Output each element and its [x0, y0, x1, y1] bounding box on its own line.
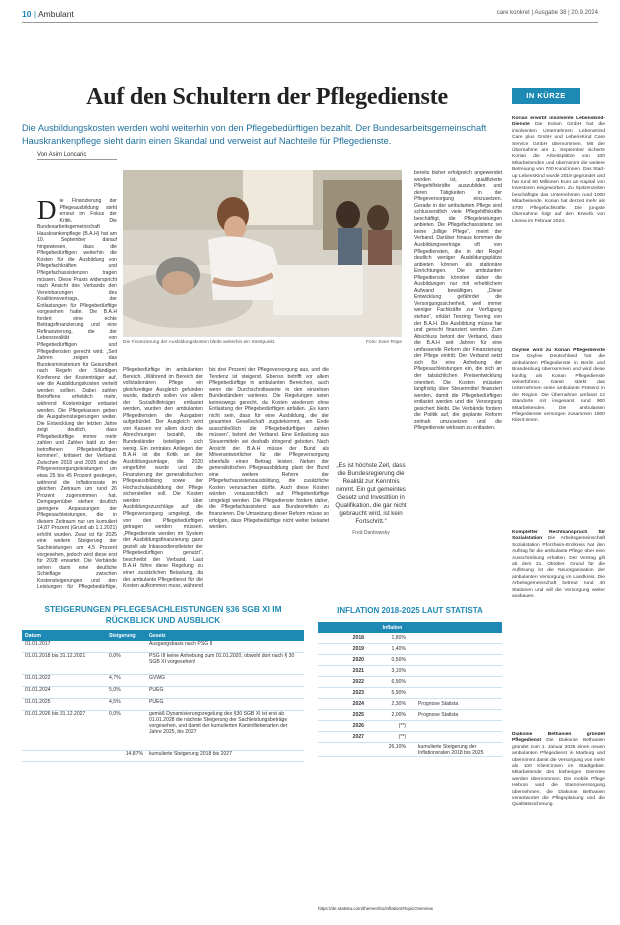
- issue-info: care konkret | Ausgabe 38 | 20.9.2024: [496, 10, 598, 16]
- page-number: 10: [22, 9, 32, 19]
- table2-cell: 2020: [318, 655, 370, 666]
- table2-source: https://de.statista.com/themen/51/inflation/#topicOverview: [318, 906, 434, 911]
- table2-cell: (**): [370, 721, 415, 732]
- quote-author: Fred Danbowsky: [352, 530, 390, 536]
- table1-cell: 4,7%: [106, 674, 146, 686]
- table2-cell: 26,10%: [370, 743, 415, 757]
- table1-header-row: [22, 630, 304, 641]
- table1: [22, 630, 304, 762]
- table2-row: [318, 743, 502, 757]
- table2-cell: 2021: [318, 666, 370, 677]
- sidebar-item: [512, 530, 605, 650]
- table1-header: Steigerung: [106, 630, 146, 641]
- table1-row: [22, 674, 304, 686]
- table1-row: [22, 698, 304, 710]
- table1-row: [22, 686, 304, 698]
- sidebar-item: [512, 348, 605, 498]
- table1-cell: 14,87%: [106, 750, 146, 761]
- table1-cell: PSG III keine Anhebung zum 01.01.2020, obwohl dort nach § 30 SGB XI vorgesehen!: [146, 652, 304, 674]
- table2-row: [318, 699, 502, 710]
- table2: [318, 622, 502, 757]
- article-column-2: Pflegebedürftige im ambulanten Bereich. „Während im Bereich der vollstationären Pflege ein gleichzeitiger Ausgleich gefunden wurde, dadurch sollen vor allem der Sozialhilfeträger entlastet werden, wurden den ambulanten Pflegediensten die Ausgaben aufgebürdet. Der Ausgleich wird von Kassen vor allem durch die Abrechnungen bezahlt, die Bundesländer beteiligen sich wenig. Ein zentrales Anliegen der B.A.H ist die Kritik an der Ausbildungsumlage, die 2020 eingeführt wurde und die Finanzierung der generalistischen Pflegeausbildung sowie der Hochschulausbildung der Pflege sicherstellen soll. Die Kosten werden über Ausbildungszuschläge auf die Pflegeversorgung umgelegt, die von den Pflegebedürftigen getragen werden müssen. „Pflegedienste werden im System der Ausbildungsfinanzierung ganz gezielt als Inkassodienstleister der Pflegebedürftigen genutzt“, beschreibt der Verband. Laut B.A.H führe diese Regelung zu einer zusätzlichen Belastung, da der ambulante Pflegedienst für die Kosten aufkommen muss, während: [123, 367, 203, 590]
- sidebar-tag: IN KÜRZE: [512, 88, 580, 104]
- table1-cell: 01.01.2024: [22, 686, 106, 698]
- section-name: Ambulant: [37, 9, 74, 19]
- article-title: Auf den Schultern der Pflegedienste: [86, 84, 448, 110]
- table1-cell: 4,5%: [106, 698, 146, 710]
- article-lead: Die Ausbildungskosten werden wohl weiterhin von den Pflegebedürftigen bezahlt. Der Bundesarbeitsgemeinschaft Hauskrankenpflege sieht darin einen Skandal und verweist auf Nachteile für Pflegedienste.: [22, 123, 487, 147]
- table2-cell: (**): [370, 732, 415, 743]
- table2-row: [318, 644, 502, 655]
- sidebar: [512, 0, 605, 925]
- table2-cell: 2022: [318, 677, 370, 688]
- table2-header: [415, 622, 502, 633]
- table2-row: [318, 710, 502, 721]
- table1-header: Datum: [22, 630, 106, 641]
- table1-cell: Ausgangsbasis nach PSG II: [146, 641, 304, 652]
- table2-cell: 2023: [318, 688, 370, 699]
- article-column-1: [37, 198, 117, 590]
- table2-cell: 2,30%: [370, 699, 415, 710]
- sidebar-item-title: Diakonie Bethanien gründet Pflegedienst: [512, 732, 605, 744]
- table1-cell: kumulierte Steigerung 2018 bis 2027: [146, 750, 304, 761]
- table1-row: [22, 710, 304, 750]
- article-column-4: bereits bisher erfolgreich angewendet worden ist, qualifizierte Pflegehilfskräfte auszubilden und deren Tätigkeiten in der Pflegeversorgung einzusetzen. Gerade in der ambulanten Pflege sind schlussendlich viele Pflegehilfskräfte beschäftigt, die Pflegeleistungen anbieten. Die Pflegefachassistenz sei keine „billige Pflege“, meint der Verband. Darüber hinaus kommen die Ausbildungsverträge oft von Pflegediensten, die in der Regel deutlich weniger Ausbildungsplätze anbieten können als stationäre Einrichtungen. Die ambulanten Pflegedienste könnten daher die Ausbildungen nur mit erheblichem Aufwand bewältigen. „Diese Entwicklung gefährdet die Versorgungssicherheit, weil immer weniger Fachkräfte zur Verfügung stehen“, erklärt Tenzing Tsering von der B.A.H. Die Ausbildung müsse fair und gerecht finanziert werden. Zum Abschluss betont der Verband, dass die B.A.H seit Jahren für eine umfassende Reform der Finanzierung der Pflege eintritt. Der Verband setzt sich für eine Anhebung der Pflegesachleistungen ein, die sich an der tatsächlichen Preisentwicklung orientiert. Die Kosten müssten langfristig über Steuermittel finanziert werden, damit die Pflegebedürftigen entlastet werden und die Versorgung gesichert bleibt. Die Verbände fordern die Politik auf, die geplante Reform zeitnah umzusetzen und die Pflegedienste wirksam zu entlasten.: [414, 170, 502, 432]
- sidebar-item-title: Oxylise wird zu Korian Pflegedienste: [512, 348, 605, 353]
- table2-cell: 6,90%: [370, 677, 415, 688]
- table2-cell: 2027: [318, 732, 370, 743]
- article-photo: [123, 170, 402, 337]
- table2-cell: [415, 644, 502, 655]
- table2-row: [318, 666, 502, 677]
- table2-title: INFLATION 2018-2025 LAUT STATISTA: [337, 606, 483, 615]
- table2-row: [318, 688, 502, 699]
- table2-cell: [415, 688, 502, 699]
- table1-cell: [106, 641, 146, 652]
- table1-cell: 01.01.2026 bis 31.12.2027: [22, 710, 106, 750]
- table2-cell: kumulierte Steigerung der Inflationsraten 2018 bis 2025: [415, 743, 502, 757]
- table1-header: Gesetz: [146, 630, 304, 641]
- table2-cell: 2018: [318, 633, 370, 644]
- table2-cell: [415, 655, 502, 666]
- table2-cell: [415, 677, 502, 688]
- table2-cell: [318, 743, 370, 757]
- pull-quote: [335, 462, 407, 537]
- table2-cell: 2019: [318, 644, 370, 655]
- table2-cell: 1,40%: [370, 644, 415, 655]
- article-column-3: bis drei Prozent der Pflegeversorgung aus, und die Tendenz ist steigend. Ebenso betrifft vor allem Pflegebedürftige in ambulanten Bereichen, auch wenn die Durchschnittswerte in den einzelnen Bundesländern variieren. Die Regelungen seien keineswegs gerecht, da Kosten wiederum ohne Entlastung der Pflegebedürftigen anfallen. „Es kann nicht sein, dass für eine Ausbildung, die der gesamten Gesellschaft zugutekommt, am Ende ausschließlich die Pflegebedürftigen zahlen müssen“, betont der Verband. Eine Entlastung aus Steuermitteln sei deshalb dringend geboten. Nach Ansicht der B.A.H müsse der Bund als Mitverantwortlicher für die Pflegeversorgung ebenfalls einen Beitrag leisten. Neben der generalistischen Pflegeausbildung plant der Bund eine weitere Reform der Pflegefachassistenzausbildung, die zusätzliche Kosten verursachen dürfte. Auch diese Kosten würden voraussichtlich auf Pflegebedürftige umgelegt werden. Die Pflegedienste fordern daher, die Pflegefachassistenz aus Bundesmitteln zu finanzieren. Die Umsetzung dieser Reform müsse so erfolgen, dass Pflegebedürftige nicht weiter belastet werden.: [209, 367, 329, 531]
- table1-cell: 0,0%: [106, 710, 146, 750]
- table2-cell: Prognose Statista: [415, 710, 502, 721]
- sidebar-item-title: Korian erwirbt insolvente Lebenskind-Dienste: [512, 116, 605, 128]
- byline: Von Asim Loncaric: [37, 152, 87, 158]
- table2-header: Inflation: [370, 622, 415, 633]
- section-label: 10 | Ambulant: [22, 9, 74, 19]
- table2-row: [318, 633, 502, 644]
- table2-cell: [415, 721, 502, 732]
- quote-text: „Es ist höchste Zeit, dass die Bundesregierung die Realität zur Kenntnis nimmt. Ein gut gemeintes Gesetz und Investition in Qualifikation, die gar nicht gebraucht wird, ist kein Fortschritt.“: [335, 462, 407, 525]
- column-1-text: ie Finanzierung der Pflegeausbildung steht erneut im Fokus der Kritik. Die Bundesarbeitsgemeinschaft Hauskrankenpflege (B.A.H) hat am 10. September darauf hingewiesen, dass die Pflegebedürftigen weiterhin die Kosten für die Ausbildung von Pflegefachkräften und Pflegefachassistenzen tragen müssen. Diese Praxis widerspricht nach Ansicht des Verbands den Vereinbarungen des Koalitionsvertrags, der Entlastungen für Pflegebedürftige vorgesehen hatte. Die B.A.H fordert eine echte Beitragsfinanzierung und eine Refinanzierung, die der Lebensrealität von Pflegebedürftigen und Pflegediensten gerecht wird. „Seit Jahren zeigen das Bundesministerium für Gesundheit nach Regeln der Ständigen Konferenz der Kostenträger auf, wie die Ausbildungskosten verteilt werden sollten. Dabei zahlen Betroffene erheblich mehr, während Kostenträger entlastet werden. Die Pflegekassen geben die Ausgabensteigerungen weiter. Die Entwicklung der letzten Jahre zeigt deutlich, dass Pflegebedürftige immer mehr zahlen und Zahlen bald zu den betroffenen Pflegebedürftigen kommen“, kritisiert der Verband. Zwischen 2018 und 2025 sind die Pflegeversorgungsleistungen um etwa 25 bis 45 Prozent gestiegen, während die Inflationsrate im gleichen Zeitraum um rund 26 Prozent zugenommen hat. Demgegenüber stehen deutlich geringere Anpassungen der Pflegesachleistungen, die in diesem Zeitraum nur um kumuliert 14,87 Prozent (Grund ab 1.1.2021) erhöht wurden. Zwar ist für 2025 eine weitere Steigerung der Sachleistungen um 4,5 Prozent vorgesehen, jedoch wird diese erst für 2028 erwartet. Die Verbände sehen darin eine deutliche Schieflage zwischen Kostensteigerungen und den Leistungen für Pflegebedürftige,: [37, 198, 117, 590]
- drop-cap: D: [37, 198, 57, 225]
- table2-cell: 5,90%: [370, 688, 415, 699]
- sidebar-item-text: Die Korian GmbH hat die insolventen Unternehmen LebensKind Care plus GmbH und LebensKind Care Service GmbH übernommen. Mit der Übernahme am 1. September sicherte Korian die Arbeitsplätze von 100 Mitarbeitenden und übernimmt die weitere Betreuung von 700 Kund:innen. Das Start-up LebensKind wurde 2019 gegründet und hat rund 60 Millionen Euro an Kapital von Investoren eingeworben. Zu Spitzenzeiten beschäftigte das Unternehmen rund 1000 Mitarbeitende. Korian hat derzeit mehr als 4700 Pflegefachkräfte. Die jüngste Übernahme folgt auf den Erwerb von Linnea im Februar 2024.: [512, 122, 605, 224]
- table2-cell: [415, 732, 502, 743]
- table1-cell: GVWG: [146, 674, 304, 686]
- table1-cell: 01.01.2018 bis 31.12.2021: [22, 652, 106, 674]
- table1-cell: 01.01.2025: [22, 698, 106, 710]
- table1-row: [22, 641, 304, 652]
- table1-cell: PUEG: [146, 686, 304, 698]
- table2-cell: 1,80%: [370, 633, 415, 644]
- caption-text: Die Finanzierung der Ausbildungskosten bleibt weiterhin ein Streitpunkt.: [123, 340, 276, 345]
- table2-row: [318, 721, 502, 732]
- sidebar-item: [512, 732, 605, 917]
- byline-rule: [37, 159, 117, 160]
- table1-cell: PUEG: [146, 698, 304, 710]
- table1-cell: gemäß Dynamisierungsregelung des §30 SGB XI ist erst ab 01.01.2028 die nächste Steigerung der Sachleistungsbeträge vorgesehen, und damit der kumulierten Kaminflieberarten der Jahre 2025, bis 2027: [146, 710, 304, 750]
- table2-row: [318, 677, 502, 688]
- photo-caption: [123, 340, 402, 350]
- table2-header-row: [318, 622, 502, 633]
- table2-row: [318, 655, 502, 666]
- table2-cell: 2026: [318, 721, 370, 732]
- sidebar-item-text: Die Arbeitsgemeinschaft Sozialstation Pforzheim-Enzkreis hat den Auftrag für die ambulante Pflege über eine Ausschreibung erhalten. Der Vertrag gilt ab dem 31. Oktober. Grund für die Auflösung ist die Neuorganisation der ambulanten Versorgung im Landkreis. Die Arbeitsgemeinschaft betreut rund 40 Stationen und will die Versorgung weiter ausbauen.: [512, 536, 605, 600]
- sidebar-item-text: Die Diakonie Bethanien gründet zum 1. Januar 2025 einen neuen ambulanten Pflegedienst in Marburg und übernimmt damit die Versorgung von mehr als 100 Klient:innen im Stadtgebiet. Mitarbeitende des bisherigen Dienstes werden übernommen. Die mobile Pflege Hebron wird die Stammversorgung übernehmen, die Diakonie Bethanien verantwortet die Pflegeplanung und die Qualitätssicherung.: [512, 738, 605, 808]
- table1-cell: 0,0%: [106, 652, 146, 674]
- photo-credit: Foto: Sven Röpe: [366, 340, 402, 345]
- table2-cell: 2024: [318, 699, 370, 710]
- sidebar-item-text: Die Oxylise Deutschland hat die ambulanten Pflegedienste in Berlin und Brandenburg übernommen und wird diese künftig als Korian Pflegedienste weiterführen. Damit stärkt das Unternehmen seine ambulante Präsenz in der Region. Die Übernahme umfasst 12 Standorte mit insgesamt rund 900 Mitarbeitenden. Die ambulanten Pflegedienste versorgen zusammen 1800 Klient:innen.: [512, 354, 605, 424]
- table1-cell: [22, 750, 106, 761]
- table1-cell: 01.01.2017: [22, 641, 106, 652]
- table1-cell: 01.01.2022: [22, 674, 106, 686]
- table2-cell: 2025: [318, 710, 370, 721]
- sidebar-item: [512, 116, 605, 324]
- table2-cell: 3,10%: [370, 666, 415, 677]
- table2-cell: Prognose Statista: [415, 699, 502, 710]
- table2-cell: 0,50%: [370, 655, 415, 666]
- table1-row: [22, 652, 304, 674]
- table2-header: [318, 622, 370, 633]
- table1-total-row: [22, 750, 304, 761]
- table2-cell: [415, 633, 502, 644]
- sidebar-item-title: Kompletter Rechtsanspruch für Sozialstation: [512, 530, 605, 542]
- table1-title: STEIGERUNGEN PFLEGESACHLEISTUNGEN §36 SGB XI IM RÜCKBLICK UND AUSBLICK: [44, 604, 282, 625]
- table2-row: [318, 732, 502, 743]
- table1-cell: 5,0%: [106, 686, 146, 698]
- table2-cell: 2,00%: [370, 710, 415, 721]
- table2-cell: [415, 666, 502, 677]
